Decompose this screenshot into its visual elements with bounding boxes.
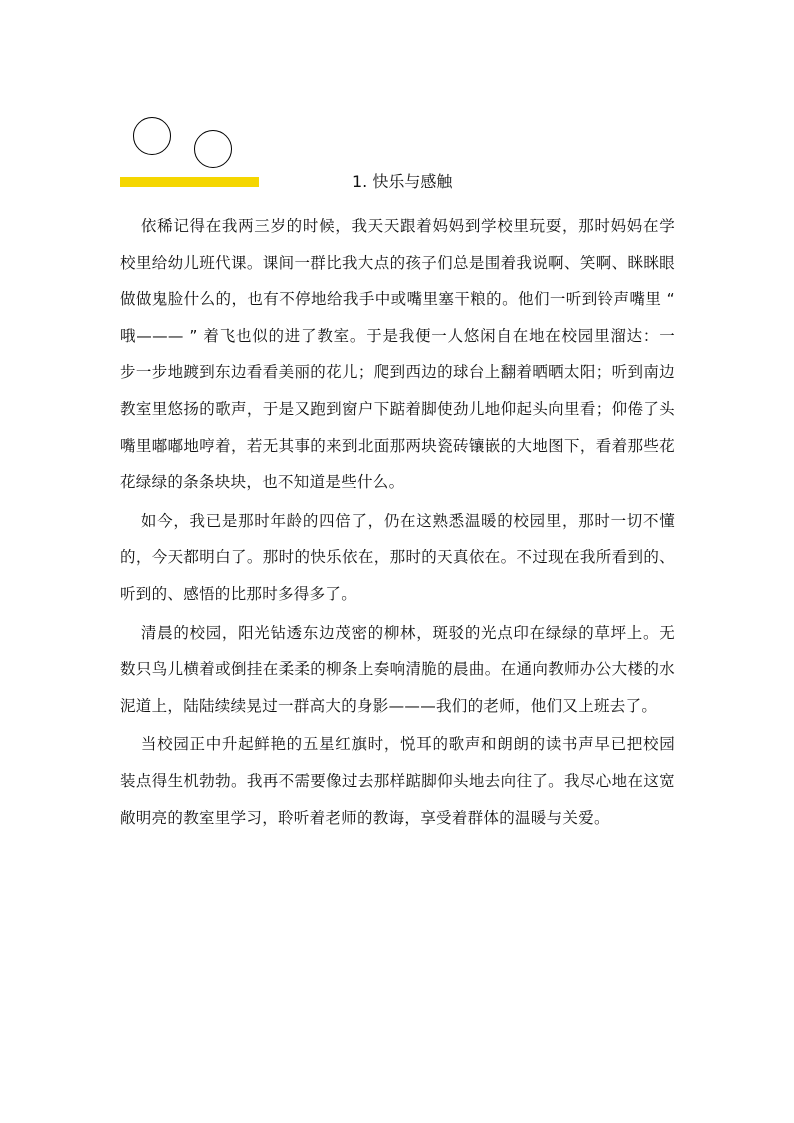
paragraph-4: 当校园正中升起鲜艳的五星红旗时，悦耳的歌声和朗朗的读书声早已把校园装点得生机勃勃。我再不需要像过去那样踮脚仰头地去向往了。我尽心地在这宽敞明亮的教室里学习，聆听着老师的教诲，享受着群体的温暖与关爱。 bbox=[120, 735, 675, 827]
yellow-accent-bar bbox=[120, 177, 259, 187]
paragraph-3: 清晨的校园，阳光钻透东边茂密的柳林，斑驳的光点印在绿绿的草坪上。无数只鸟儿横着或倒挂在柔柔的柳条上奏响清脆的晨曲。在通向教师办公大楼的水泥道上，陆陆续续晃过一群高大的身影———我们的老师，他们又上班去了。 bbox=[120, 623, 675, 715]
paragraph-1: 依稀记得在我两三岁的时候，我天天跟着妈妈到学校里玩耍，那时妈妈在学校里给幼儿班代课。课间一群比我大点的孩子们总是围着我说啊、笑啊、眯眯眼做做鬼脸什么的，也有不停地给我手中或嘴里塞干粮的。他们一听到铃声嘴里 “ 哦——— ” 着飞也似的进了教室。于是我便一人悠闲自在地在校园里溜达：一步一步地踱到东边看看美丽的花儿；爬到西边的球台上翻着晒晒太阳；听到南边教室里悠扬的歌声，于是又跑到窗户下踮着脚使劲儿地仰起头向里看；仰倦了头嘴里嘟嘟地哼着，若无其事的来到北面那两块瓷砖镶嵌的大地图下，看着那些花花绿绿的条条块块，也不知道是些什么。 bbox=[120, 217, 675, 492]
circle-shape-left bbox=[133, 117, 171, 155]
section-heading: 1. 快乐与感触 bbox=[352, 172, 453, 191]
circle-shape-right bbox=[194, 130, 232, 168]
paragraph-2: 如今，我已是那时年龄的四倍了，仍在这熟悉温暖的校园里，那时一切不懂的，今天都明白了。那时的快乐依在，那时的天真依在。不过现在我所看到的、听到的、感悟的比那时多得多了。 bbox=[120, 511, 675, 603]
article-body bbox=[120, 208, 675, 836]
